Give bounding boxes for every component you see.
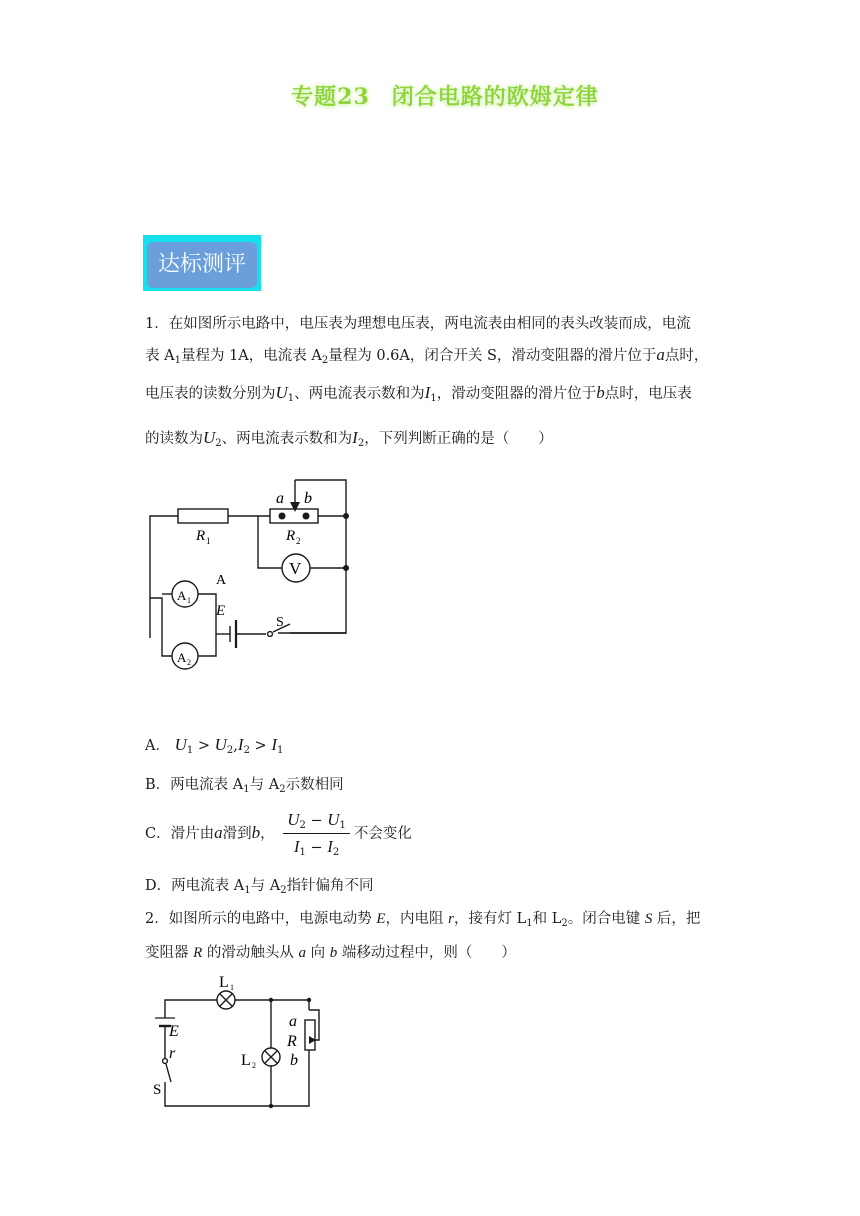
q1-line3: 电压表的读数分别为$U_1$、两电流表示数和为$I_1$，滑动变阻器的滑片位于b点时，电压表: [145, 383, 692, 404]
svg-text:A: A: [177, 588, 187, 603]
svg-text:1: 1: [187, 596, 191, 605]
q1-line4: 的读数为$U_2$、两电流表示数和为$I_2$，下列判断正确的是（ ）: [145, 428, 553, 449]
svg-text:A: A: [216, 573, 227, 588]
svg-text:2: 2: [187, 658, 191, 667]
r2-rheostat: [270, 509, 318, 523]
page-title: [0, 80, 860, 111]
svg-text:2: 2: [296, 536, 301, 546]
svg-text:b: b: [304, 490, 312, 507]
q2-line1: 2．如图所示的电路中，电源电动势 E，内电阻 r，接有灯 $L_1$和 $L_2$。闭合电键 S 后，把: [145, 911, 701, 929]
section-badge: 达标测评: [147, 242, 257, 288]
svg-text:R: R: [286, 528, 296, 544]
q2-circuit-diagram: [145, 970, 345, 1115]
svg-text:E: E: [216, 603, 226, 619]
svg-text:S: S: [276, 615, 284, 630]
svg-text:b: b: [290, 1052, 298, 1069]
q2-line2: 变阻器 R 的滑动触头从 a 向 b 端移动过程中，则（ ）: [145, 945, 516, 961]
svg-text:r: r: [169, 1045, 176, 1062]
svg-text:1: 1: [206, 536, 211, 546]
voltage-current-fraction: $\frac{U_2 - U_1}{I_1 - I_2}$: [283, 810, 350, 858]
svg-text:a: a: [289, 1013, 297, 1030]
q1-option-a[interactable]: A． $U_1 > U_2,I_2 > I_1$: [145, 735, 284, 756]
r1-resistor: [178, 509, 228, 523]
q1-line1: 1．在如图所示电路中，电压表为理想电压表，两电流表由相同的表头改装而成，电流: [145, 316, 691, 332]
svg-text:a: a: [276, 490, 284, 507]
svg-text:L: L: [219, 974, 229, 991]
q1-circuit-diagram: [140, 470, 370, 670]
svg-text:2: 2: [252, 1061, 256, 1070]
rheostat-r: [305, 1020, 315, 1050]
svg-text:L: L: [241, 1052, 251, 1069]
title-prefix: 专题23: [291, 84, 370, 110]
q1-option-d[interactable]: D．两电流表 $A_1$与 $A_2$指针偏角不同: [145, 878, 374, 896]
svg-text:1: 1: [230, 983, 234, 992]
svg-text:R: R: [196, 528, 206, 544]
svg-text:E: E: [169, 1023, 179, 1040]
svg-text:S: S: [153, 1082, 162, 1098]
q1-option-b[interactable]: B．两电流表 $A_1$与 $A_2$示数相同: [145, 777, 344, 795]
svg-text:A: A: [177, 650, 187, 665]
q1-line2: 表 $A_1$量程为 1A，电流表 $A_2$量程为 0.6A，闭合开关 S，滑动变阻器的滑片位于a点时，: [145, 345, 709, 366]
svg-text:V: V: [289, 559, 302, 578]
q1-option-c[interactable]: C．滑片由a滑到b， $\frac{U_2 - U_1}{I_1 - I_2}$ 不会变化: [145, 810, 412, 858]
svg-text:R: R: [287, 1033, 297, 1050]
title-main: 闭合电路的欧姆定律: [391, 84, 599, 110]
